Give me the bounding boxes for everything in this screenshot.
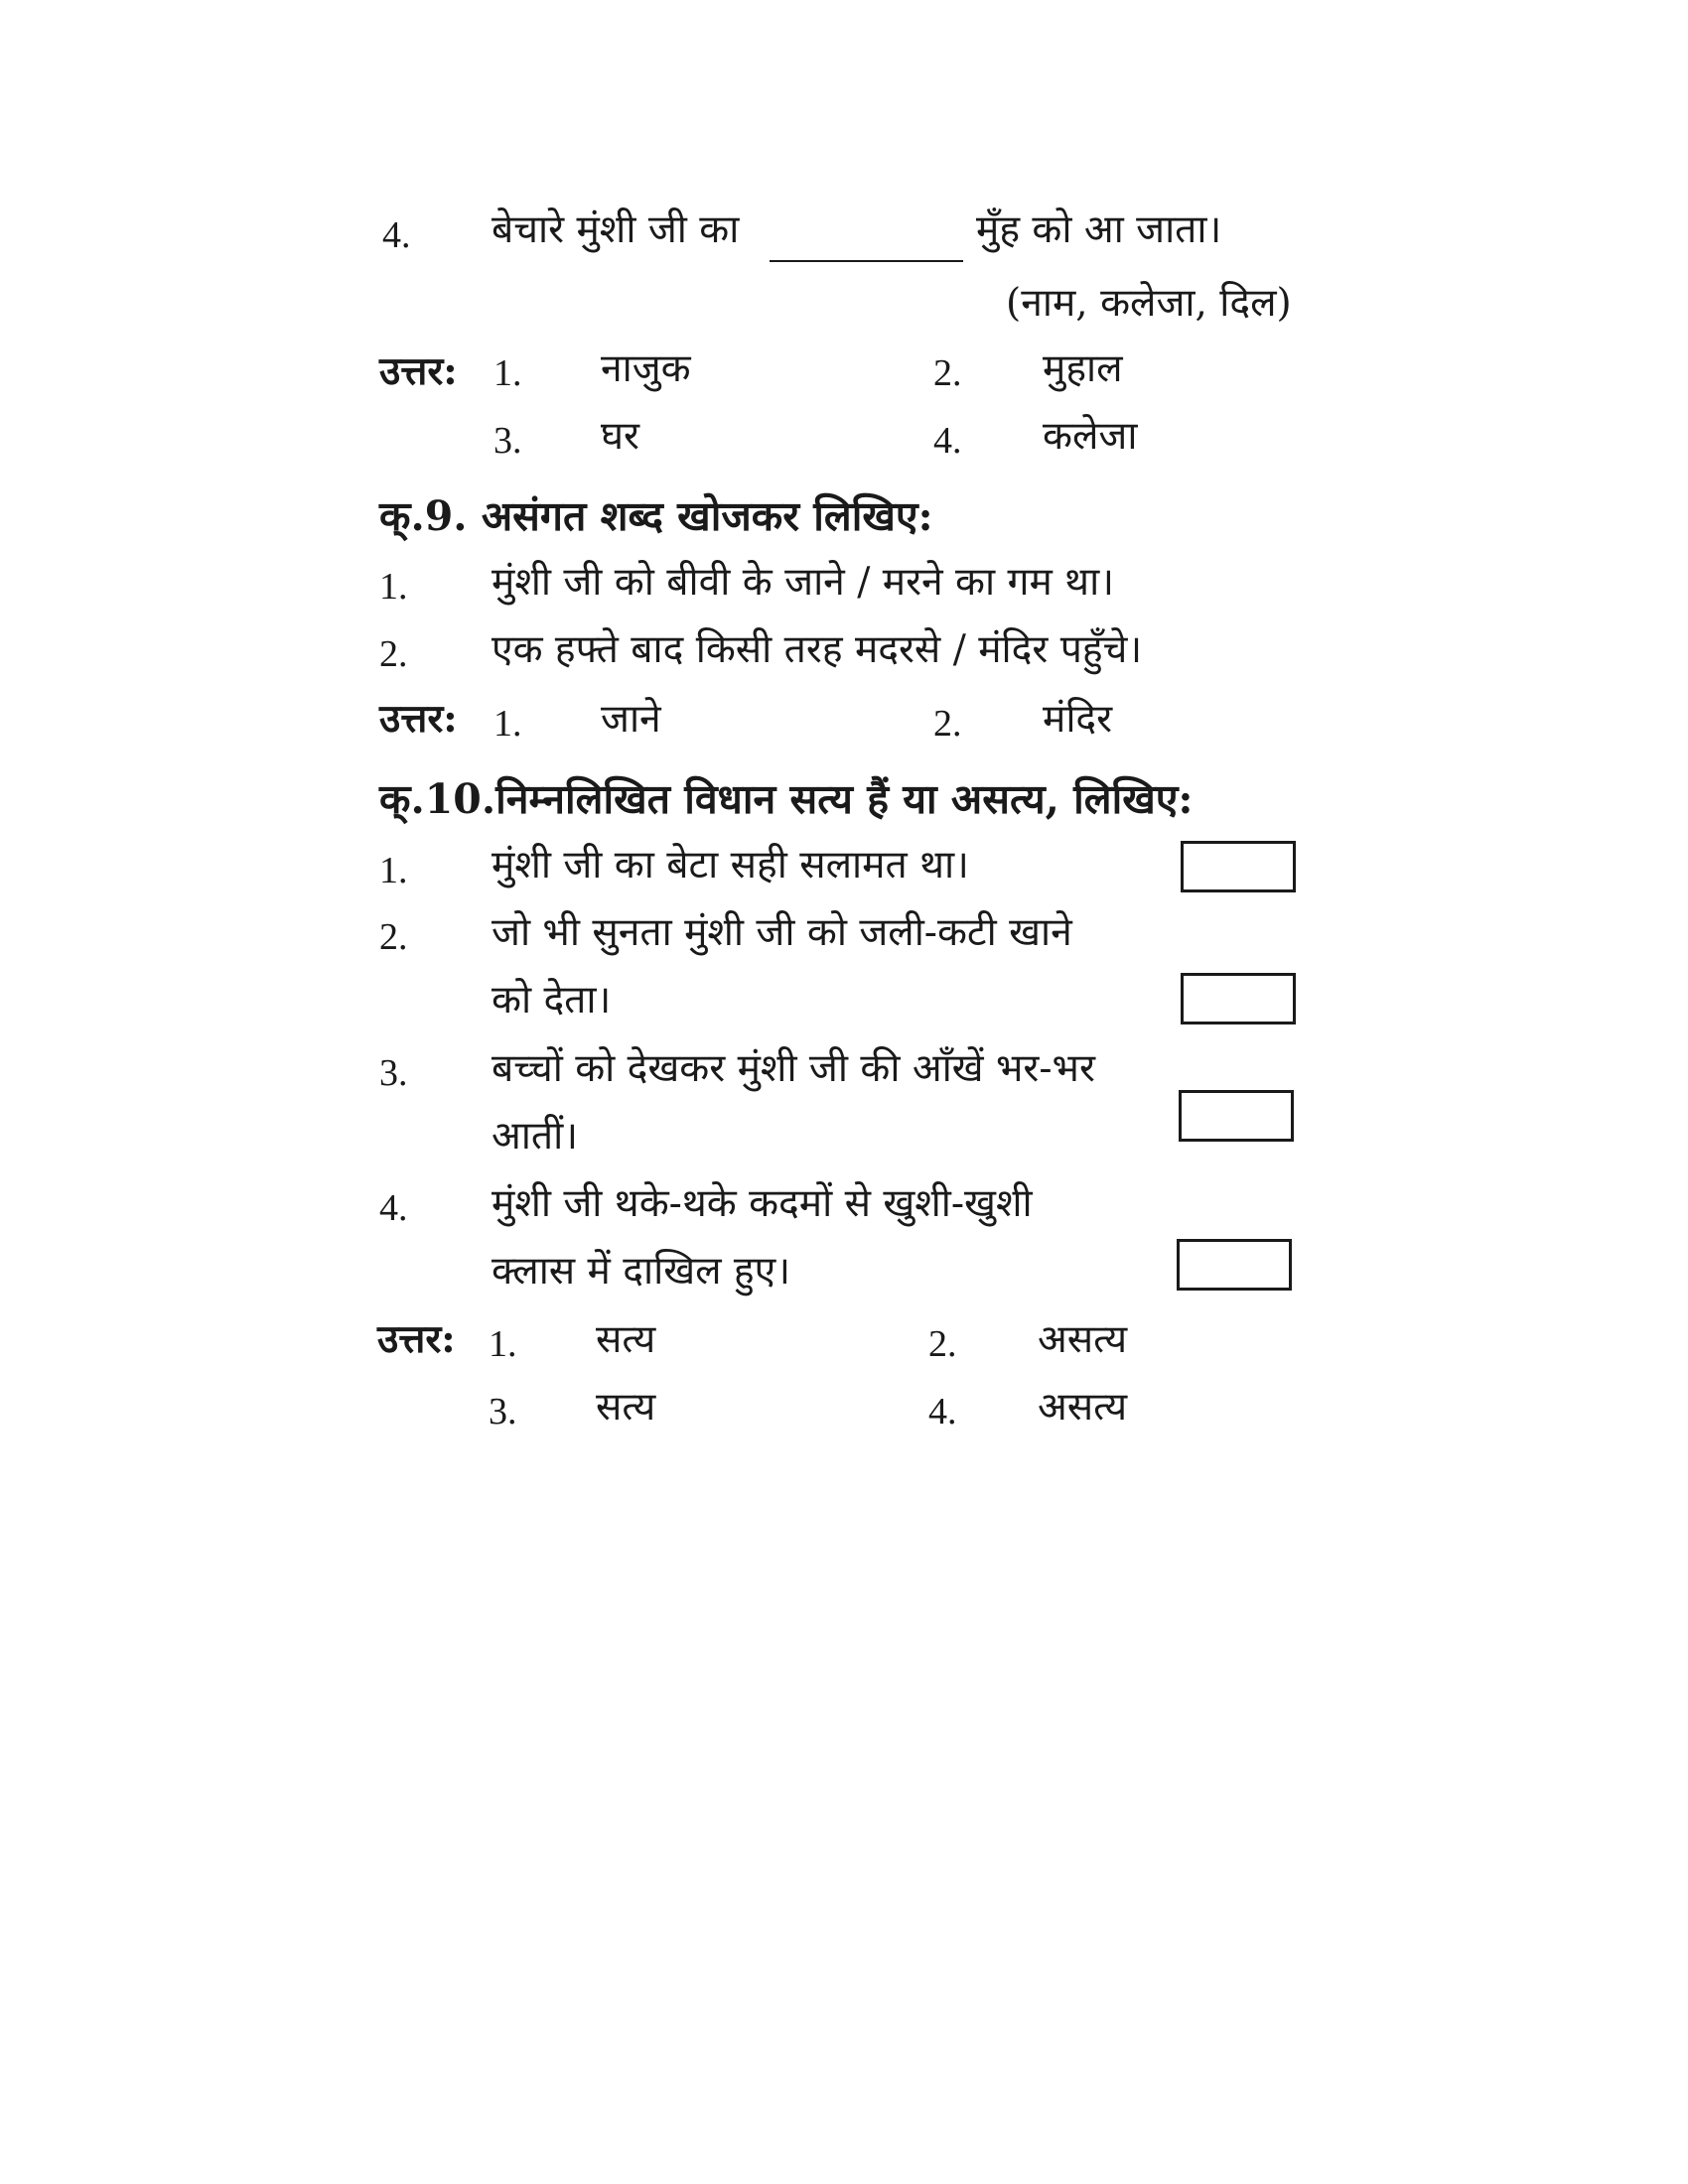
statement-text-continued: आतीं।	[492, 1114, 578, 1159]
statement-text: मुंशी जी का बेटा सही सलामत था।	[492, 843, 969, 887]
answer-box[interactable]	[1181, 841, 1296, 892]
answer-label: उत्तर:	[379, 696, 458, 742]
question-heading: क्.10.निम्नलिखित विधान सत्य हैं या असत्य, लिखिए:	[379, 775, 1194, 823]
answer-text: असत्य	[1038, 1385, 1128, 1430]
answer-number: 1.	[493, 352, 522, 394]
answer-box[interactable]	[1179, 1090, 1294, 1142]
statement-text-continued: को देता।	[492, 978, 612, 1023]
answer-text: कलेजा	[1043, 414, 1138, 459]
answer-label: उत्तर:	[377, 1316, 456, 1362]
item-number: 2.	[379, 633, 408, 675]
answer-number: 4.	[928, 1391, 957, 1433]
item-number: 4.	[379, 1187, 408, 1229]
fill-blank[interactable]	[770, 260, 963, 262]
item-number: 2.	[379, 916, 408, 958]
statement-text: बच्चों को देखकर मुंशी जी की आँखें भर-भर	[492, 1046, 1095, 1091]
question-text: बेचारे मुंशी जी का	[492, 207, 740, 252]
statement-text: जो भी सुनता मुंशी जी को जली-कटी खाने	[492, 910, 1072, 955]
answer-text: जाने	[601, 697, 661, 742]
answer-number: 2.	[933, 703, 962, 745]
answer-number: 4.	[933, 420, 962, 462]
answer-text: मुहाल	[1043, 346, 1123, 391]
answer-number: 2.	[928, 1323, 957, 1365]
item-number: 1.	[379, 566, 408, 608]
answer-options: (नाम, कलेजा, दिल)	[1006, 281, 1292, 326]
item-number: 1.	[379, 850, 408, 891]
answer-box[interactable]	[1181, 973, 1296, 1024]
answer-label: उत्तर:	[379, 348, 458, 394]
statement-text-continued: क्लास में दाखिल हुए।	[492, 1249, 790, 1294]
question-heading: क्.9. असंगत शब्द खोजकर लिखिए:	[379, 492, 933, 540]
answer-text: सत्य	[596, 1385, 656, 1430]
answer-text: असत्य	[1038, 1317, 1128, 1362]
answer-number: 1.	[493, 703, 522, 745]
answer-text: सत्य	[596, 1317, 656, 1362]
question-text-continued: मुँह को आ जाता।	[976, 207, 1222, 252]
question-text: एक हफ्ते बाद किसी तरह मदरसे / मंदिर पहुँचे।	[492, 627, 1143, 672]
answer-number: 3.	[493, 420, 522, 462]
answer-text: मंदिर	[1043, 697, 1113, 742]
statement-text: मुंशी जी थके-थके कदमों से खुशी-खुशी	[492, 1181, 1033, 1226]
answer-text: नाजुक	[601, 346, 691, 391]
item-number: 4.	[382, 214, 411, 256]
answer-box[interactable]	[1177, 1239, 1292, 1291]
answer-text: घर	[601, 414, 640, 459]
answer-number: 3.	[489, 1391, 517, 1433]
item-number: 3.	[379, 1052, 408, 1094]
answer-number: 1.	[489, 1323, 517, 1365]
question-text: मुंशी जी को बीवी के जाने / मरने का गम था।	[492, 560, 1114, 605]
answer-number: 2.	[933, 352, 962, 394]
